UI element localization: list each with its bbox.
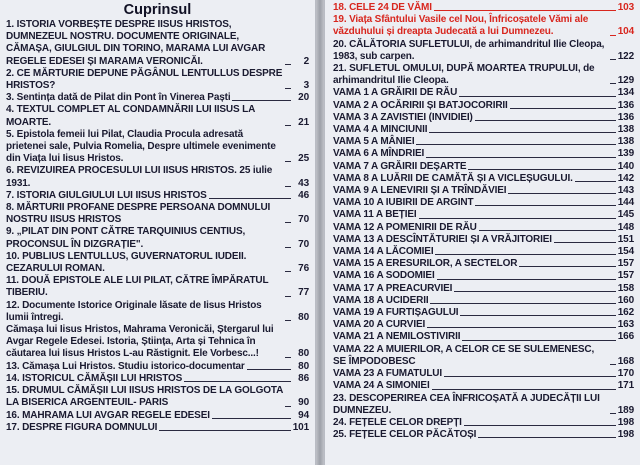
- toc-entry-title: VAMA 2 A OCĂRIRII ȘI BATJOCORIRII: [333, 99, 508, 111]
- toc-leader-line: [610, 35, 616, 36]
- toc-page-number: 86: [298, 372, 309, 384]
- right-toc-list: [333, 2, 634, 441]
- toc-leader-line: [285, 271, 291, 272]
- toc-page-number: 2: [303, 55, 309, 67]
- toc-entry-title: VAMA 6 A MÎNDRIEI: [333, 148, 425, 160]
- toc-page-number: 77: [298, 287, 309, 299]
- toc-page-number: 134: [617, 87, 634, 99]
- toc-entry-title: VAMA 12 A POMENIRII DE RĂU: [333, 221, 477, 233]
- toc-entry: [333, 14, 634, 38]
- toc-page-number: 90: [298, 397, 309, 409]
- toc-entry-title: VAMA 8 A LUĂRII DE CAMĂTĂ ȘI A VICLEȘUGULUI.: [333, 172, 573, 184]
- toc-entry: [6, 275, 309, 299]
- toc-leader-line: [437, 279, 616, 280]
- toc-entry: [333, 270, 634, 282]
- toc-entry: [333, 380, 634, 392]
- toc-leader-line: [419, 218, 616, 219]
- toc-page-number: 145: [617, 209, 634, 221]
- toc-page-number: 157: [617, 258, 634, 270]
- toc-page-number: 171: [617, 380, 634, 392]
- toc-entry-title: 10. PUBLIUS LENTULLUS, GUVERNATORUL IUDEII. CEZARULUI ROMAN.: [6, 250, 247, 275]
- toc-entry-title: 11. DOUĂ EPISTOLE ALE LUI PILAT, CĂTRE ÎMPĂRATUL TIBERIU.: [6, 275, 269, 299]
- toc-entry: [6, 226, 309, 250]
- toc-leader-line: [232, 100, 291, 101]
- toc-entry: [333, 87, 634, 99]
- toc-leader-line: [508, 193, 615, 194]
- toc-page-number: 104: [617, 26, 634, 38]
- toc-leader-line: [285, 64, 291, 65]
- toc-page-number: 43: [298, 177, 309, 189]
- toc-page-number: 21: [298, 116, 309, 128]
- toc-entry: [333, 234, 634, 246]
- toc-page-number: 76: [298, 263, 309, 275]
- toc-entry-title: VAMA 13 A DESCÎNTĂTURIEI ȘI A VRĂJITORIEI: [333, 233, 552, 245]
- toc-entry: [6, 202, 309, 226]
- toc-entry: [333, 307, 634, 319]
- toc-page-number: 142: [617, 172, 634, 184]
- toc-entry-title: VAMA 5 A MÂNIEI: [333, 136, 415, 148]
- toc-entry: [333, 173, 634, 185]
- toc-entry-title: 16. MAHRAMA LUI AVGAR REGELE EDESEI: [6, 409, 210, 421]
- toc-leader-line: [212, 418, 291, 419]
- toc-entry-title: VAMA 24 A SIMONIEI: [333, 380, 430, 392]
- toc-entry-title: 24. FEȚELE CELOR DREPȚI: [333, 416, 462, 428]
- toc-entry-title: VAMA 7 A GRĂIRII DEȘARTE: [333, 160, 467, 172]
- toc-entry-title: VAMA 23 A FUMATULUI: [333, 368, 442, 380]
- toc-leader-line: [285, 186, 291, 187]
- toc-leader-line: [554, 242, 616, 243]
- toc-leader-line: [434, 10, 616, 11]
- toc-entry: [333, 319, 634, 331]
- toc-page-number: 80: [298, 311, 309, 323]
- toc-entry: [6, 19, 309, 68]
- right-page: [324, 0, 640, 465]
- toc-page-number: 160: [617, 294, 634, 306]
- toc-leader-line: [426, 157, 616, 158]
- toc-entry-title: 6. REVIZUIREA PROCESULUI LUI IISUS HRISTOS. 25 iulie 1931.: [6, 165, 273, 189]
- toc-leader-line: [464, 425, 616, 426]
- toc-entry: [333, 344, 634, 368]
- toc-entry-title: 4. TEXTUL COMPLET AL CONDAMNĂRII LUI IISUS LA MOARTE.: [6, 104, 255, 128]
- toc-entry: [333, 39, 634, 63]
- toc-leader-line: [460, 315, 615, 316]
- toc-leader-line: [462, 340, 615, 341]
- toc-entry: [333, 63, 634, 87]
- toc-leader-line: [454, 291, 615, 292]
- toc-entry-title: 7. ISTORIA GIULGIULUI LUI IISUS HRISTOS: [6, 189, 207, 201]
- left-toc-list: [6, 19, 309, 434]
- toc-leader-line: [285, 161, 291, 162]
- toc-page-number: 151: [617, 233, 634, 245]
- toc-leader-line: [285, 406, 291, 407]
- toc-leader-line: [610, 413, 616, 414]
- toc-page-number: 103: [617, 2, 634, 13]
- toc-leader-line: [610, 83, 616, 84]
- toc-entry: [333, 209, 634, 221]
- toc-entry: [6, 251, 309, 275]
- toc-leader-line: [432, 389, 616, 390]
- toc-leader-line: [285, 222, 291, 223]
- toc-leader-line: [519, 266, 615, 267]
- toc-entry-title: Cămașa lui Iisus Hristos, Mahrama Veronicăi, Ștergarul lui Avgar Regele Edesei. Istoria, Știința, Arta și Tehnica în căutarea lui Iisus Hristos L-au Răstignit. Ele Vorbesc...!: [6, 324, 274, 360]
- toc-page-number: 70: [298, 214, 309, 226]
- toc-page-number: 140: [617, 160, 634, 172]
- toc-entry: [333, 197, 634, 209]
- toc-page-number: 143: [617, 185, 634, 197]
- toc-page-number: 148: [617, 221, 634, 233]
- toc-leader-line: [444, 376, 616, 377]
- toc-leader-line: [475, 205, 615, 206]
- toc-entry: [333, 112, 634, 124]
- toc-page-number: 198: [617, 416, 634, 428]
- toc-entry: [333, 283, 634, 295]
- toc-entry-title: 18. CELE 24 DE VĂMI: [333, 2, 432, 13]
- toc-leader-line: [510, 108, 616, 109]
- toc-page-number: 20: [298, 92, 309, 104]
- toc-leader-line: [285, 125, 291, 126]
- toc-page-number: 166: [617, 331, 634, 343]
- toc-entry-title: 23. DESCOPERIREA CEA ÎNFRICOȘATĂ A JUDECĂȚII LUI DUMNEZEU.: [333, 392, 600, 416]
- toc-page-number: 101: [292, 421, 309, 433]
- toc-entry-title: 13. Cămașa Lui Hristos. Studiu istorico-documentar: [6, 360, 245, 372]
- toc-entry: [333, 161, 634, 173]
- toc-entry: [6, 324, 309, 361]
- toc-page-number: 3: [303, 80, 309, 92]
- toc-entry-title: VAMA 16 A SODOMIEI: [333, 270, 435, 282]
- toc-entry-title: VAMA 20 A CURVIEI: [333, 319, 426, 331]
- toc-page-number: 80: [298, 348, 309, 360]
- toc-leader-line: [184, 381, 291, 382]
- toc-page-number: 136: [617, 111, 634, 123]
- toc-page-number: 168: [617, 355, 634, 367]
- toc-page-number: 46: [298, 189, 309, 201]
- toc-leader-line: [610, 59, 616, 60]
- toc-entry: [6, 373, 309, 385]
- toc-entry-title: VAMA 14 A LĂCOMIEI: [333, 246, 434, 258]
- toc-page-number: 129: [617, 75, 634, 87]
- toc-entry-title: 15. DRUMUL CĂMĂȘII LUI IISUS HRISTOS DE LA GOLGOTA LA BISERICA ARGENTEUIL- PARIS: [6, 385, 283, 409]
- toc-leader-line: [285, 247, 291, 248]
- toc-entry-title: 2. CE MĂRTURIE DEPUNE PĂGÂNUL LENTULLUS DESPRE HRISTOS?: [6, 67, 283, 92]
- toc-page-number: 138: [617, 136, 634, 148]
- toc-entry-title: VAMA 19 A FURTIȘAGULUI: [333, 307, 459, 319]
- toc-page-number: 154: [617, 246, 634, 258]
- toc-entry-title: VAMA 11 A BEȚIEI: [333, 209, 417, 221]
- toc-entry-title: 8. MĂRTURII PROFANE DESPRE PERSOANA DOMNULUI NOSTRU IISUS HRISTOS: [6, 202, 271, 226]
- toc-entry: [333, 124, 634, 136]
- toc-page-number: 144: [617, 197, 634, 209]
- toc-entry: [6, 422, 309, 434]
- toc-leader-line: [610, 364, 616, 365]
- toc-entry: [6, 385, 309, 409]
- toc-leader-line: [479, 230, 616, 231]
- toc-page-number: 138: [617, 124, 634, 136]
- toc-entry: [333, 222, 634, 234]
- toc-entry: [333, 246, 634, 258]
- toc-entry-title: VAMA 1 A GRĂIRII DE RĂU: [333, 87, 458, 99]
- toc-entry: [333, 331, 634, 343]
- toc-title: Cuprinsul: [123, 2, 192, 18]
- toc-entry: [6, 190, 309, 202]
- toc-leader-line: [285, 357, 291, 358]
- toc-leader-line: [430, 303, 615, 304]
- toc-page-number: 163: [617, 319, 634, 331]
- toc-leader-line: [285, 88, 291, 89]
- toc-entry-title: VAMA 18 A UCIDERII: [333, 294, 429, 306]
- toc-leader-line: [427, 327, 616, 328]
- toc-entry: [333, 368, 634, 380]
- toc-leader-line: [575, 181, 616, 182]
- toc-page-number: 170: [617, 368, 634, 380]
- toc-entry-title: 9. „PILAT DIN PONT CĂTRE TARQUINIUS CENTIUS, PROCONSUL ÎN DIZGRAȚIE".: [6, 226, 246, 250]
- toc-leader-line: [429, 132, 615, 133]
- toc-entry-title: VAMA 10 A IUBIRII DE ARGINT: [333, 197, 474, 209]
- toc-page-number: 122: [617, 50, 634, 62]
- toc-page-number: 25: [298, 153, 309, 165]
- toc-entry-title: VAMA 17 A PREACURVIEI: [333, 282, 453, 294]
- toc-entry-title: VAMA 21 A NEMILOSTIVIRII: [333, 331, 461, 343]
- toc-entry-title: 19. Viața Sfântului Vasile cel Nou, Înfricoșatele Vămi ale văzduhului și dreapta Judecată a lui Dumnezeu.: [333, 14, 589, 38]
- toc-page-number: 70: [298, 238, 309, 250]
- toc-entry-title: 17. DESPRE FIGURA DOMNULUI: [6, 421, 158, 433]
- toc-entry: [6, 104, 309, 128]
- toc-entry-title: VAMA 22 A MUIERILOR, A CELOR CE SE SULEMENESC, SE ÎMPODOBESC: [333, 343, 595, 367]
- toc-page-number: 139: [617, 148, 634, 160]
- toc-leader-line: [468, 169, 615, 170]
- toc-entry: [6, 129, 309, 166]
- toc-leader-line: [247, 369, 291, 370]
- toc-entry-title: VAMA 15 A ERESURILOR, A SECTELOR: [333, 258, 518, 270]
- toc-entry: [6, 92, 309, 104]
- toc-entry: [6, 410, 309, 422]
- toc-leader-line: [459, 96, 616, 97]
- book-gutter: [316, 0, 324, 465]
- toc-entry-title: 5. Epistola femeii lui Pilat, Claudia Procula adresată prietenei sale, Pulvia Romelia, Despre ultimele evenimente din Viața lui Iisus Hristos.: [6, 128, 276, 165]
- toc-page-number: 189: [617, 404, 634, 416]
- toc-page-number: 198: [617, 429, 634, 441]
- toc-entry: [333, 393, 634, 417]
- toc-leader-line: [478, 437, 615, 438]
- toc-entry-title: 3. Sentința dată de Pilat din Pont în Vinerea Paști: [6, 92, 231, 104]
- left-page: [0, 0, 316, 465]
- toc-page-number: 136: [617, 99, 634, 111]
- toc-entry: [333, 100, 634, 112]
- toc-entry: [6, 68, 309, 92]
- toc-entry-title: 1. ISTORIA VORBEȘTE DESPRE IISUS HRISTOS, DUMNEZEUL NOSTRU. DOCUMENTE ORIGINALE, CĂMAȘA, GIULGIUL DIN TORINO, MARAMA LUI AVGAR REGELE EDESEI ȘI MARAMA VERONICĂI.: [6, 19, 266, 67]
- toc-entry-title: 25. FEȚELE CELOR PĂCĂTOȘI: [333, 429, 477, 441]
- toc-entry-title: 20. CĂLĂTORIA SUFLETULUI, de arhimandritul Ilie Cleopa, 1983, sub carpen.: [333, 38, 605, 62]
- toc-leader-line: [285, 320, 291, 321]
- toc-page-number: 94: [298, 409, 309, 421]
- toc-page-number: 80: [298, 360, 309, 372]
- toc-entry: [333, 258, 634, 270]
- toc-entry: [333, 136, 634, 148]
- toc-entry: [6, 361, 309, 373]
- toc-page-number: 158: [617, 282, 634, 294]
- toc-entry: [333, 429, 634, 441]
- toc-entry: [333, 2, 634, 14]
- toc-entry-title: 12. Documente Istorice Originale lăsate de Iisus Hristos lumii întregi.: [6, 299, 262, 323]
- toc-entry-title: VAMA 9 A LENEVIRII ȘI A TRÎNDĂVIEI: [333, 185, 507, 197]
- toc-entry: [333, 417, 634, 429]
- toc-leader-line: [416, 144, 615, 145]
- toc-entry: [6, 300, 309, 324]
- toc-entry-title: VAMA 4 A MINCIUNII: [333, 124, 428, 136]
- toc-page-number: 162: [617, 307, 634, 319]
- toc-leader-line: [475, 120, 616, 121]
- toc-leader-line: [435, 254, 615, 255]
- toc-entry: [6, 165, 309, 189]
- toc-entry: [333, 148, 634, 160]
- toc-entry-title: 14. ISTORICUL CĂMĂȘII LUI HRISTOS: [6, 372, 183, 384]
- toc-page-number: 157: [617, 270, 634, 282]
- toc-entry: [333, 295, 634, 307]
- toc-entry-title: VAMA 3 A ZAVISTIEI (INVIDIEI): [333, 111, 473, 123]
- toc-leader-line: [209, 198, 291, 199]
- toc-entry-title: 21. SUFLETUL OMULUI, DUPĂ MOARTEA TRUPULUI, de arhimandritul Ilie Cleopa.: [333, 63, 595, 87]
- toc-entry: [333, 185, 634, 197]
- toc-leader-line: [285, 296, 291, 297]
- toc-leader-line: [159, 430, 290, 431]
